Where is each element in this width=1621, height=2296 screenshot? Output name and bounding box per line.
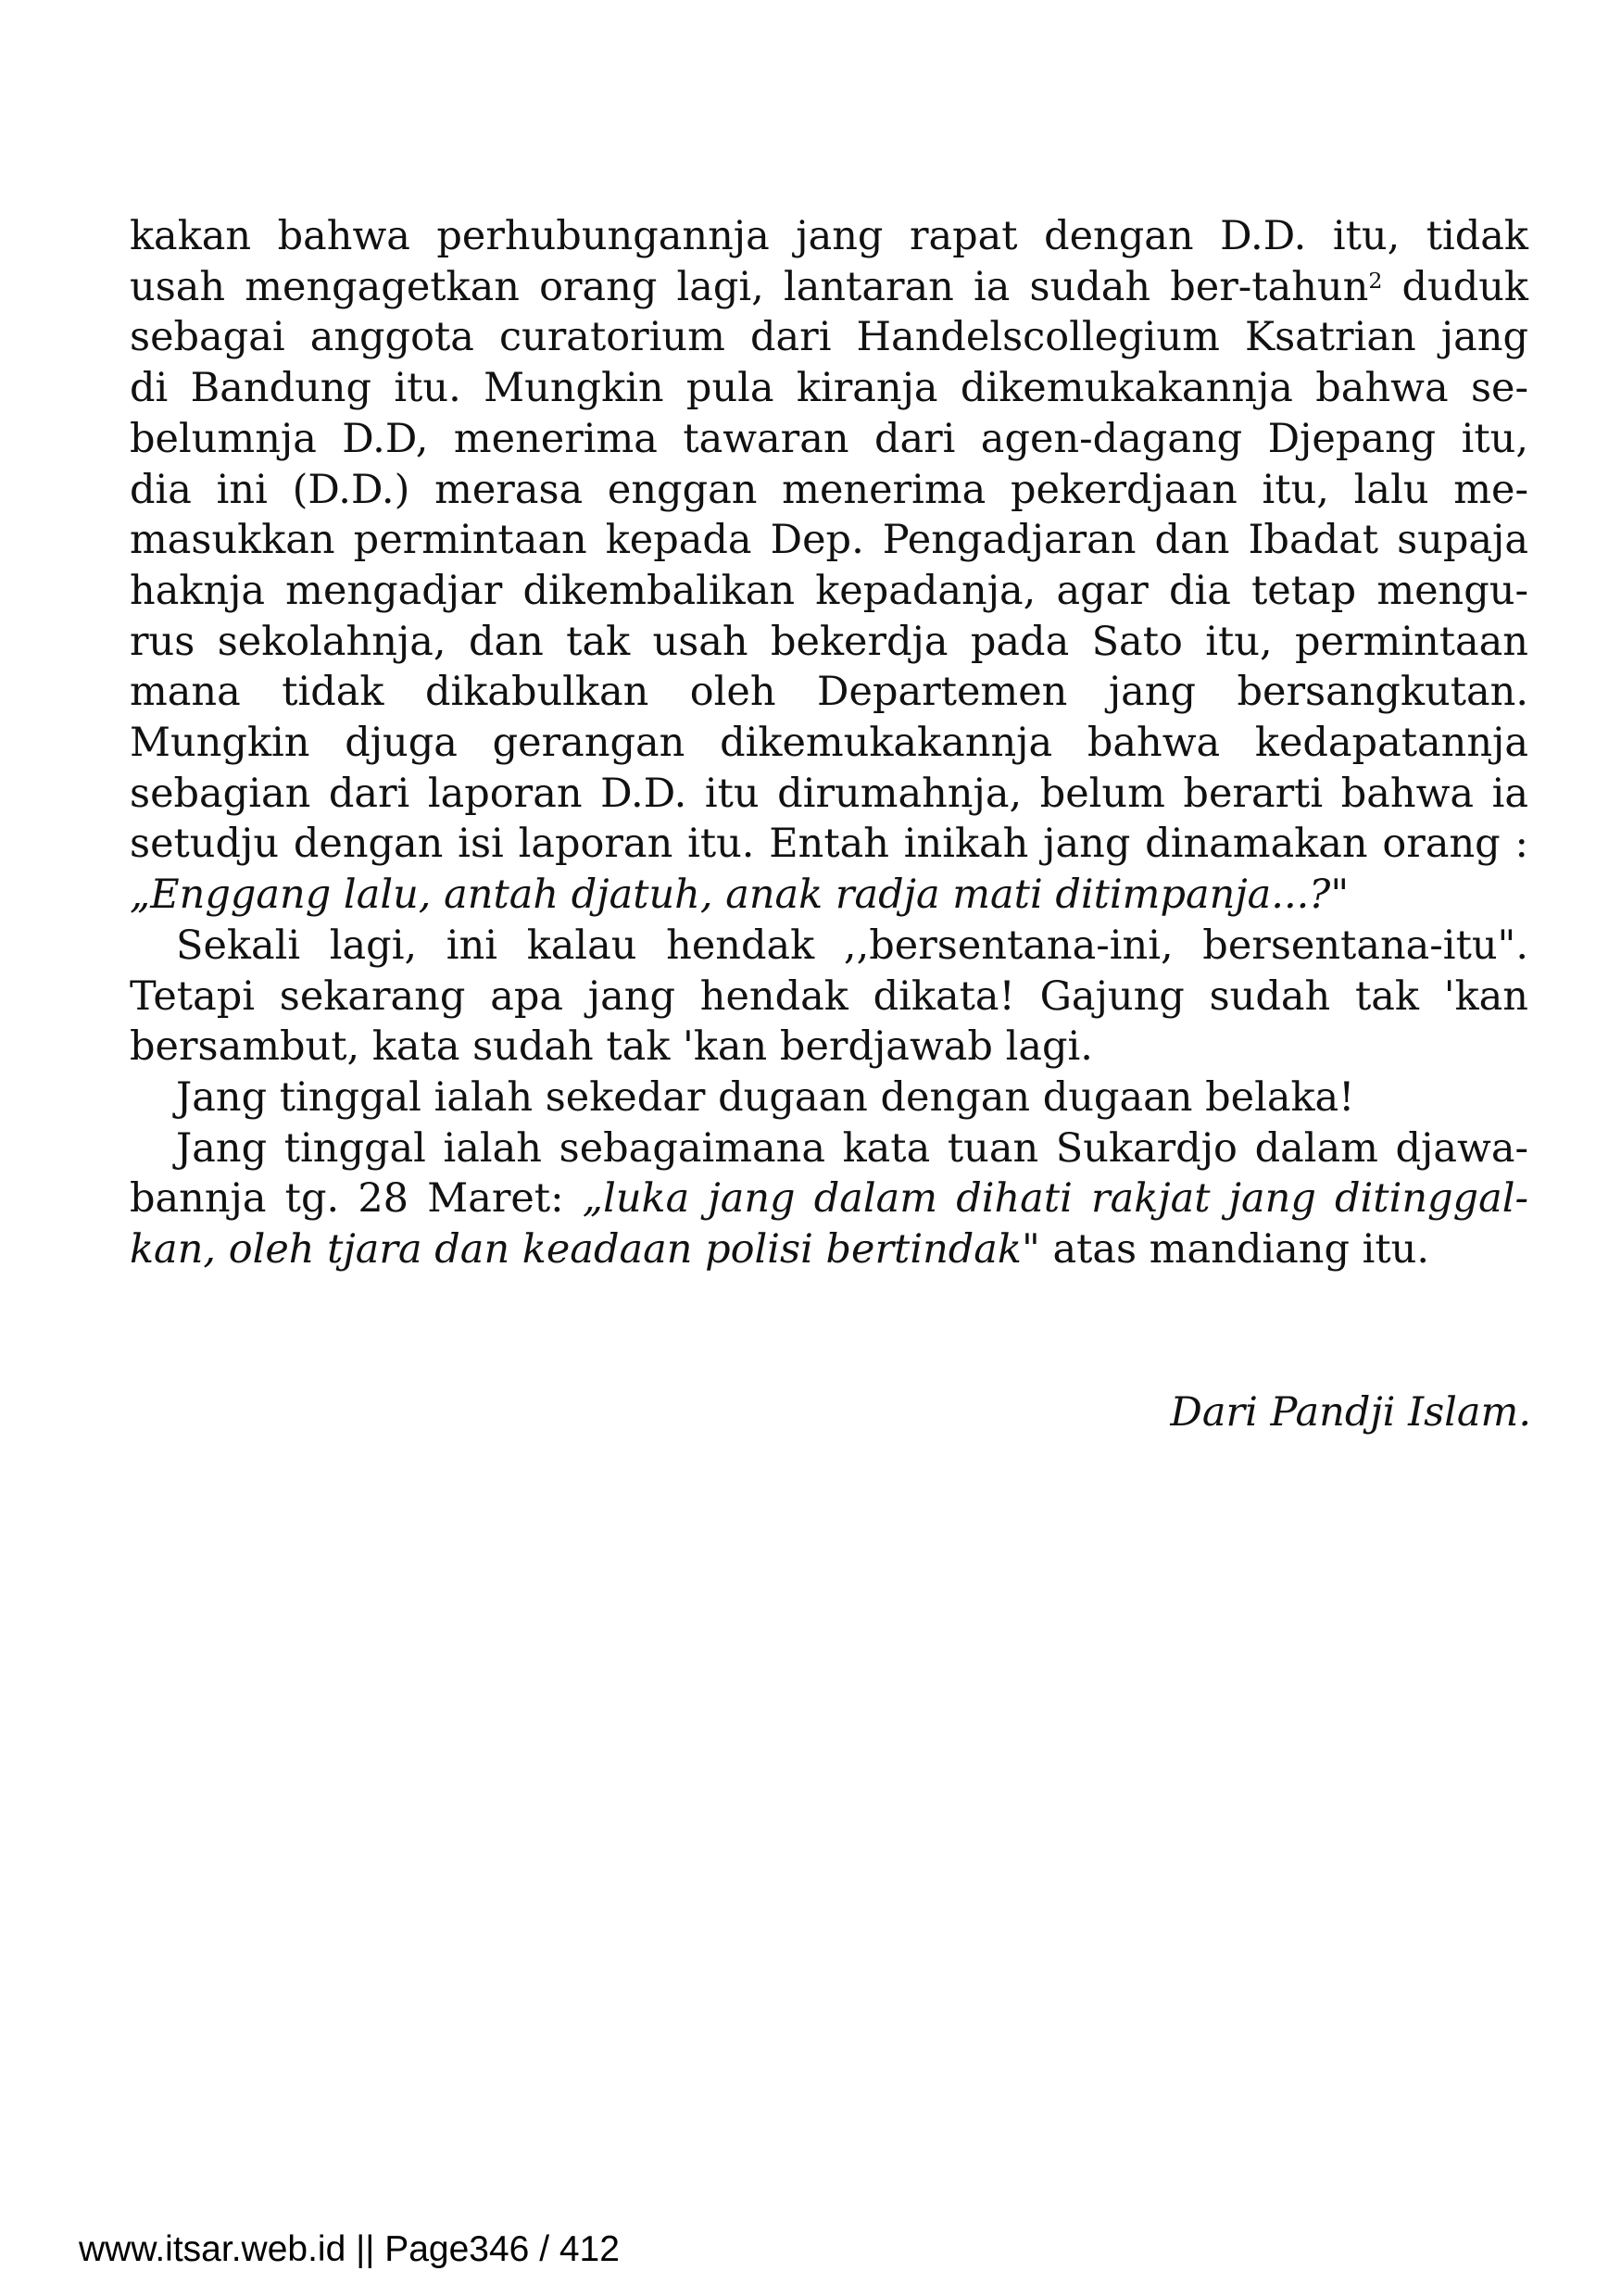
text-line: setudju dengan isi laporan itu. Entah inikah jang dinamakan orang : (130, 821, 1528, 868)
text-line (130, 1173, 1528, 1224)
text-line: dia ini (D.D.) merasa enggan menerima pekerdjaan itu, lalu me- (130, 466, 1528, 513)
document-body (130, 211, 1528, 1275)
text-segment: bannja tg. 28 Maret: (130, 1175, 583, 1223)
quote-line: „Enggang lalu, antah djatuh, anak radja mati ditimpanja...?" (130, 872, 1350, 919)
text-line: Jang tinggal ialah sebagaimana kata tuan Sukardjo dalam djawa- (176, 1124, 1528, 1172)
text-line: masukkan permintaan kepada Dep. Pengadjaran dan Ibadat supaja (130, 517, 1528, 564)
text-line: Tetapi sekarang apa jang hendak dikata! Gajung sudah tak 'kan (130, 972, 1528, 1020)
text-line: bersambut, kata sudah tak 'kan berdjawab lagi. (130, 1023, 1093, 1071)
text-segment: duduk (1382, 263, 1528, 310)
text-line (130, 262, 1528, 313)
text-line: haknja mengadjar dikembalikan kepadanja, agar dia tetap mengu- (130, 567, 1528, 614)
text-line: di Bandung itu. Mungkin pula kiranja dikemukakannja bahwa se- (130, 365, 1528, 412)
page-footer: www.itsar.web.id || Page346 / 412 (79, 2229, 620, 2269)
footnote-marker: 2 (1368, 267, 1383, 294)
quote-segment: „luka jang dalam dihati rakjat jang ditinggal- (582, 1175, 1528, 1223)
text-line: Sekali lagi, ini kalau hendak ,,bersentana-ini, bersentana-itu". (176, 922, 1528, 969)
quote-segment: kan, oleh tjara dan keadaan polisi bertindak (130, 1226, 1022, 1273)
text-line: belumnja D.D, menerima tawaran dari agen-dagang Djepang itu, (130, 415, 1528, 462)
text-line: Jang tinggal ialah sekedar dugaan dengan dugaan belaka! (176, 1073, 1355, 1121)
text-line: rus sekolahnja, dan tak usah bekerdja pada Sato itu, permintaan (130, 618, 1528, 665)
text-line: Mungkin djuga gerangan dikemukakannja bahwa kedapatannja (130, 720, 1528, 767)
text-line: sebagian dari laporan D.D. itu dirumahnja, belum berarti bahwa ia (130, 770, 1528, 817)
text-line: mana tidak dikabulkan oleh Departemen jang bersangkutan. (130, 669, 1528, 716)
text-line: sebagai anggota curatorium dari Handelscollegium Ksatrian jang (130, 314, 1528, 361)
text-segment: usah mengagetkan orang lagi, lantaran ia sudah ber-tahun (130, 263, 1369, 310)
text-line: kakan bahwa perhubungannja jang rapat dengan D.D. itu, tidak (130, 213, 1528, 259)
text-line (130, 1224, 1528, 1275)
text-segment: " atas mandiang itu. (1022, 1226, 1430, 1273)
source-attribution: Dari Pandji Islam. (1170, 1389, 1531, 1436)
